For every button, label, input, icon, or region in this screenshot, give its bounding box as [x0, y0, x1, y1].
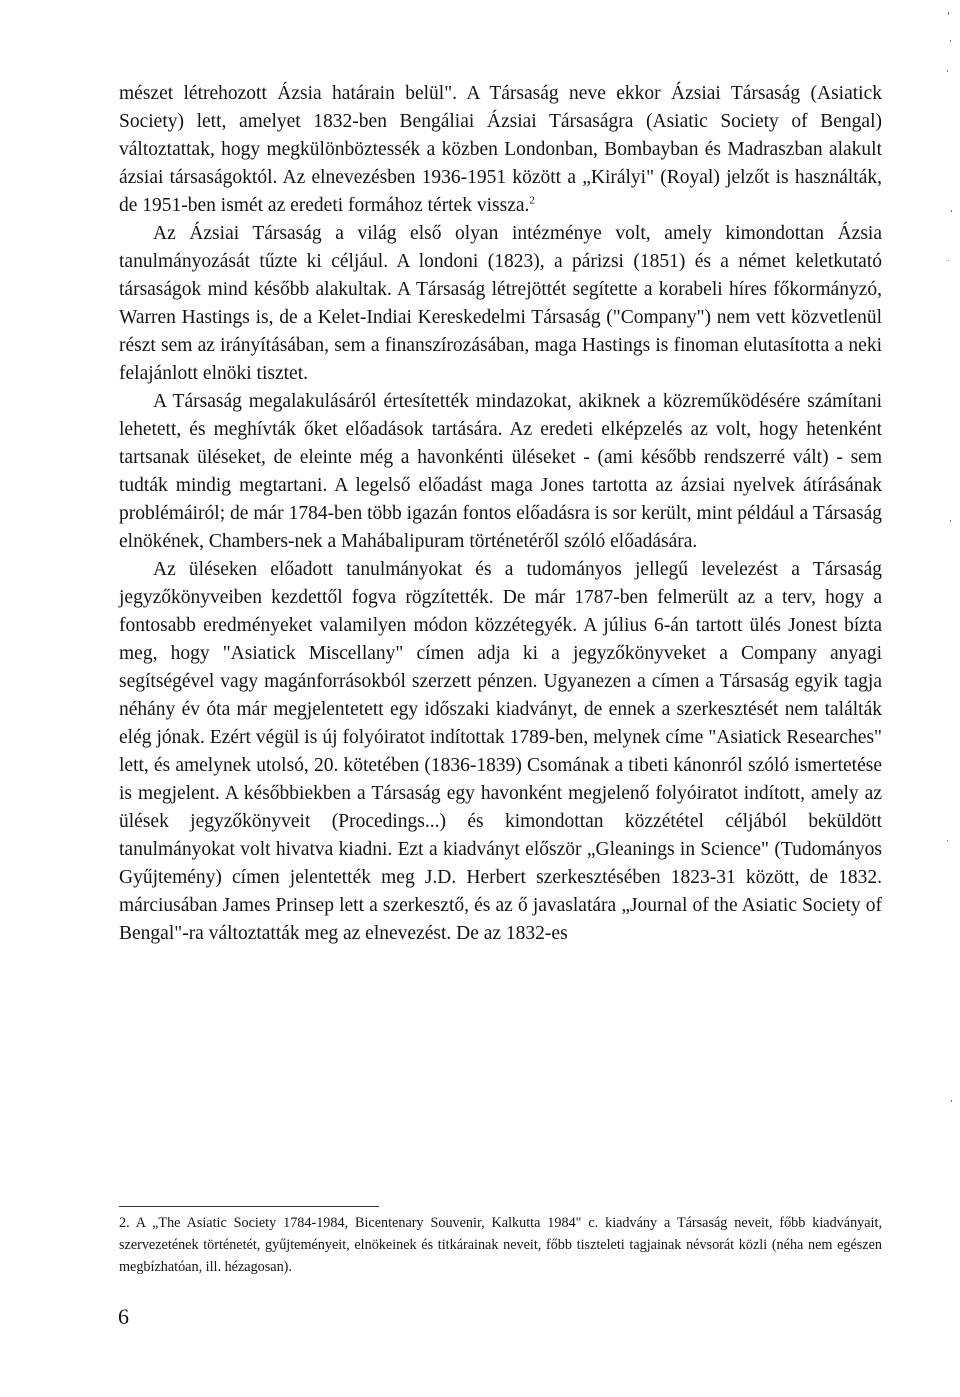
- paragraph-1-text: mészet létrehozott Ázsia határain belül". A Társaság neve ekkor Ázsiai Társaság (Asiatick Society) lett, amelyet 1832-ben Bengáliai Ázsiai Társaságra (Asiatic Society of Bengal) változtattak, hogy megkülönböztessék a közben Londonban, Bombayban és Madraszban alakult ázsiai társaságoktól. Az elnevezésben 1936-1951 között a „Királyi" (Royal) jelzőt is használták, de 1951-ben ismét az eredeti formához tértek vissza.: [119, 83, 882, 216]
- footnote: 2. A „The Asiatic Society 1784-1984, Bicentenary Souvenir, Kalkutta 1984" c. kiadvány a Társaság neveit, főbb kiadványait, szervezetének történetét, gyűjteményeit, elnökeinek és titkárainak neveit, főbb tiszteleti tagjainak névsorát közli (néha nem egészen megbízhatóan, ill. hézagosan).: [119, 1215, 882, 1275]
- scan-margin-specks: [942, 0, 956, 1397]
- body-text: [119, 80, 882, 948]
- paragraph-3: A Társaság megalakulásáról értesítették mindazokat, akiknek a közreműködésére számítani lehetett, és meghívták őket előadások tartására. Az eredeti elképzelés az volt, hogy hetenként tartsanak üléseket, de eleinte még a havonkénti üléseket - (ami később rendszerré vált) - sem tudták mindig megtartani. A legelső előadást maga Jones tartotta az ázsiai nyelvek átírásának problémáiról; de már 1784-ben több igazán fontos előadásra is sor került, mint például a Társaság elnökének, Chambers-nek a Mahábalipuram történetéről szóló előadására.: [119, 391, 882, 552]
- paragraph-2: Az Ázsiai Társaság a világ első olyan intézménye volt, amely kimondottan Ázsia tanulmányozását tűzte ki céljául. A londoni (1823), a párizsi (1851) és a német keletkutató társaságok mind később alakultak. A Társaság létrejöttét segítette a korabeli híres főkormányzó, Warren Hastings is, de a Kelet-Indiai Kereskedelmi Társaság ("Company") nem vett közvetlenül részt sem az irányításában, sem a finanszírozásában, maga Hastings is finoman elutasította a neki felajánlott elnöki tisztet.: [119, 223, 882, 384]
- page-number: 6: [118, 1304, 129, 1329]
- paragraph-1: [119, 80, 882, 220]
- footnote-marker: 2: [529, 194, 535, 207]
- footnote-separator: [119, 1206, 379, 1207]
- paragraph-4: Az üléseken előadott tanulmányokat és a tudományos jellegű levelezést a Társaság jegyzőkönyveiben kezdettől fogva rögzítették. De már 1787-ben felmerült az a terv, hogy a fontosabb eredményeket valamilyen módon közzétegyék. A július 6-án tartott ülés Jonest bízta meg, hogy "Asiatick Miscellany" címen adja ki a jegyzőkönyveket a Company anyagi segítségével vagy magánforrásokból szerzett pénzen. Ugyanezen a címen a Társaság egyik tagja néhány év óta már megjelentetett egy időszaki kiadványt, de ennek a szerkesztését nem találták elég jónak. Ezért végül is új folyóiratot indítottak 1789-ben, melynek címe "Asiatick Researches" lett, és amelynek utolsó, 20. kötetében (1836-1839) Csomának a tibeti kánonról szóló ismertetése is megjelent. A későbbiekben a Társaság egy havonként megjelenő folyóiratot indított, amely az ülések jegyzőkönyveit (Procedings...) és kimondottan közzététel céljából beküldött tanulmányokat volt hivatva kiadni. Ezt a kiadványt először „Gleanings in Science" (Tudományos Gyűjtemény) címen jelentették meg J.D. Herbert szerkesztésében 1823-31 között, de 1832. márciusában James Prinsep lett a szerkesztő, és az ő javaslatára „Journal of the Asiatic Society of Bengal"-ra változtatták meg az elnevezést. De az 1832-es: [119, 559, 882, 944]
